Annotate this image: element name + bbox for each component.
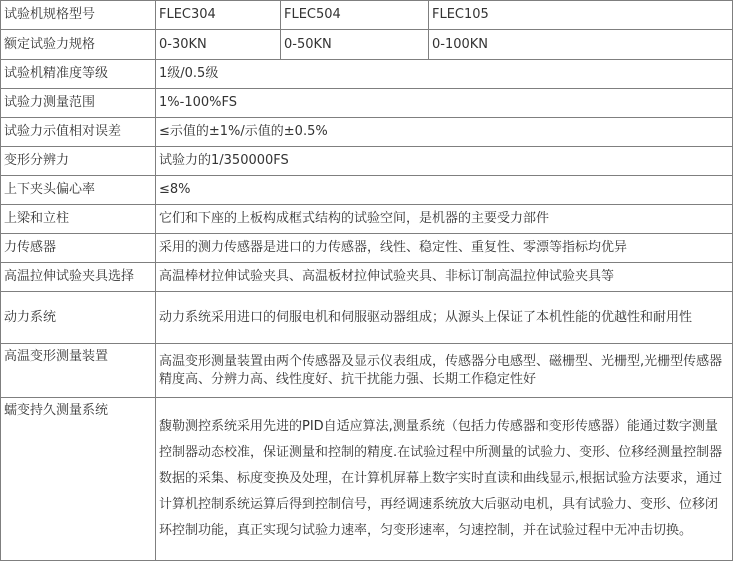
row-value: 高温变形测量装置由两个传感器及显示仪表组成，传感器分电感型、磁栅型、光栅型,光栅型传感器精度高、分辨力高、线性度好、抗干扰能力强、长期工作稳定性好 (156, 344, 733, 398)
table-row (1, 60, 733, 89)
row-value: 高温棒材拉伸试验夹具、高温板材拉伸试验夹具、非标订制高温拉伸试验夹具等 (156, 263, 733, 292)
row-label: 动力系统 (1, 292, 156, 344)
table-row (1, 30, 733, 60)
row-label: 上下夹头偏心率 (1, 176, 156, 205)
row-label: 力传感器 (1, 234, 156, 263)
row-value: 采用的测力传感器是进口的力传感器，线性、稳定性、重复性、零漂等指标均优异 (156, 234, 733, 263)
table-row (1, 344, 733, 398)
row-value: ≤8% (156, 176, 733, 205)
row-label: 变形分辨力 (1, 147, 156, 176)
row-label: 蠕变持久测量系统 (1, 398, 156, 561)
row-label: 试验力测量范围 (1, 89, 156, 118)
model-value: FLEC504 (281, 1, 429, 30)
capacity-value: 0-50KN (281, 30, 429, 60)
row-value: ≤示值的±1%/示值的±0.5% (156, 118, 733, 147)
table-row (1, 1, 733, 30)
row-value: 它们和下座的上板构成框式结构的试验空间，是机器的主要受力部件 (156, 205, 733, 234)
row-label: 上梁和立柱 (1, 205, 156, 234)
table-row (1, 398, 733, 561)
capacity-value: 0-100KN (429, 30, 733, 60)
model-value: FLEC105 (429, 1, 733, 30)
row-value: 试验力的1/350000FS (156, 147, 733, 176)
row-label: 高温拉伸试验夹具选择 (1, 263, 156, 292)
row-label: 试验机规格型号 (1, 1, 156, 30)
capacity-value: 0-30KN (156, 30, 281, 60)
row-value: 动力系统采用进口的伺服电机和伺服驱动器组成；从源头上保证了本机性能的优越性和耐用性 (156, 292, 733, 344)
row-value: 1%-100%FS (156, 89, 733, 118)
row-label: 试验机精准度等级 (1, 60, 156, 89)
row-value: 馥勒测控系统采用先进的PID自适应算法,测量系统（包括力传感器和变形传感器）能通过数字测量控制器动态校准，保证测量和控制的精度.在试验过程中所测量的试验力、变形、位移经测量控制器数据的采集、标度变换及处理，在计算机屏幕上数字实时直读和曲线显示,根据试验方法要求，通过计算机控制系统运算后得到控制信号，再经调速系统放大后驱动电机，具有试验力、变形、位移闭环控制功能，真正实现匀试验力速率，匀变形速率，匀速控制，并在试验过程中无冲击切换。 (156, 398, 733, 561)
row-label: 高温变形测量装置 (1, 344, 156, 398)
table-row (1, 118, 733, 147)
table-row (1, 176, 733, 205)
table-row (1, 89, 733, 118)
table-row (1, 147, 733, 176)
model-value: FLEC304 (156, 1, 281, 30)
row-label: 额定试验力规格 (1, 30, 156, 60)
table-row (1, 292, 733, 344)
table-row (1, 205, 733, 234)
row-value: 1级/0.5级 (156, 60, 733, 89)
table-row (1, 234, 733, 263)
row-label: 试验力示值相对误差 (1, 118, 156, 147)
table-row (1, 263, 733, 292)
